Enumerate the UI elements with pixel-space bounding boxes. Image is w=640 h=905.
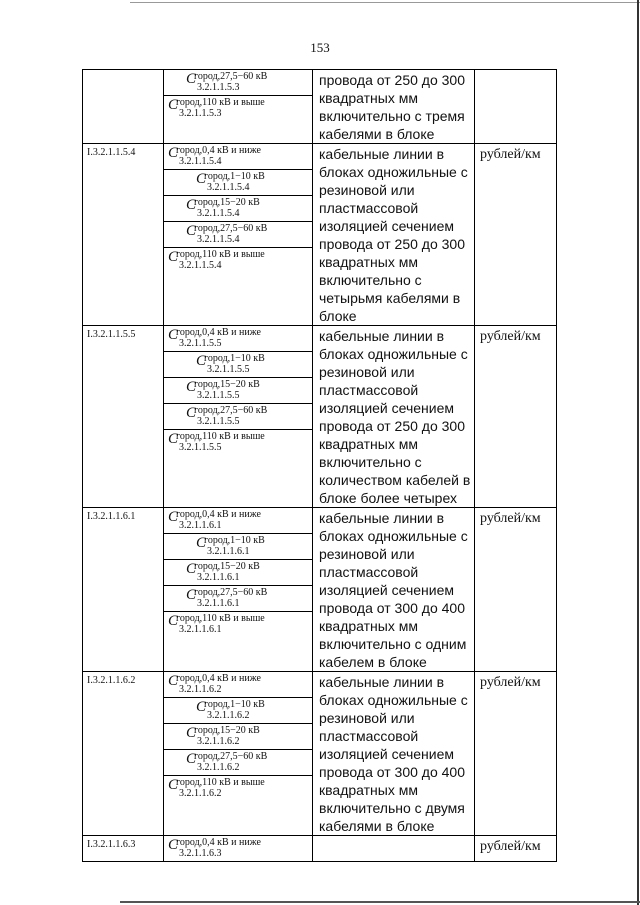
row-code: I.3.2.1.1.5.5: [83, 326, 164, 508]
formula-superscript: город,1−10 кВ: [204, 353, 265, 364]
rate-symbol: C: [168, 327, 179, 343]
formula-entry: [164, 404, 312, 430]
formula-superscript: город,27,5−60 кВ: [194, 71, 268, 82]
rate-formula: [186, 562, 310, 582]
formula-row: [164, 560, 312, 586]
formula-row: [164, 750, 312, 776]
row-unit: рублей/км: [475, 144, 557, 326]
rate-formula: [186, 224, 310, 244]
rate-formula: [186, 72, 310, 92]
scan-bottom-rule: [120, 901, 640, 903]
formula-entry: [164, 248, 312, 274]
row-description: кабельные линии в блоках одножильные с резиновой или пластмассовой изоляцией сечением провода от 250 до 300 квадратных мм включительно с количеством кабелей в блоке более четырех: [313, 326, 475, 508]
rate-formula: [196, 700, 310, 720]
formula-entry: [164, 698, 312, 724]
formula-list: [164, 70, 312, 121]
scan-right-edge: [637, 0, 639, 905]
row-description: [313, 836, 475, 862]
formula-superscript: город,15−20 кВ: [194, 197, 260, 208]
formula-row: [164, 170, 312, 196]
rate-formula: [168, 432, 310, 452]
formula-superscript: город,0,4 кВ и ниже: [176, 673, 261, 684]
rate-symbol: C: [168, 777, 179, 793]
formula-row: [164, 724, 312, 750]
rate-formula: [196, 536, 310, 556]
formula-entry: [164, 170, 312, 196]
rate-symbol: C: [186, 561, 197, 577]
formula-superscript: город,27,5−60 кВ: [194, 223, 268, 234]
formula-superscript: город,0,4 кВ и ниже: [176, 837, 261, 848]
row-description: кабельные линии в блоках одножильные с резиновой или пластмассовой изоляцией сечением провода от 300 до 400 квадратных мм включительно с одним кабелем в блоке: [313, 508, 475, 672]
rate-formula: [168, 98, 310, 118]
row-code: I.3.2.1.1.6.1: [83, 508, 164, 672]
formula-subscript: 3.2.1.1.6.1: [179, 624, 222, 635]
formula-subscript: 3.2.1.1.5.4: [179, 260, 222, 271]
table-row: [83, 70, 557, 144]
formula-subscript: 3.2.1.1.6.3: [179, 848, 222, 859]
rate-formula: [168, 838, 310, 858]
formula-subscript: 3.2.1.1.6.1: [179, 520, 222, 531]
formula-row: [164, 672, 312, 698]
row-code: I.3.2.1.1.6.3: [83, 836, 164, 862]
formula-subscript: 3.2.1.1.6.2: [207, 710, 250, 721]
rate-symbol: C: [168, 97, 179, 113]
formula-subscript: 3.2.1.1.5.4: [207, 182, 250, 193]
rate-symbol: C: [186, 197, 197, 213]
rate-symbol: C: [168, 509, 179, 525]
formula-subscript: 3.2.1.1.6.1: [197, 598, 240, 609]
formula-row: [164, 404, 312, 430]
rate-symbol: C: [196, 535, 207, 551]
formula-list: [164, 326, 312, 455]
rate-symbol: C: [186, 379, 197, 395]
formula-superscript: город,110 кВ и выше: [176, 777, 265, 788]
rate-symbol: C: [186, 71, 197, 87]
formula-entry: [164, 508, 312, 534]
formula-subscript: 3.2.1.1.5.3: [197, 82, 240, 93]
formula-cell: [164, 672, 313, 836]
formula-cell: [164, 836, 313, 862]
rate-symbol: C: [168, 145, 179, 161]
formula-superscript: город,15−20 кВ: [194, 725, 260, 736]
table-row: [83, 326, 557, 508]
page-number: 153: [310, 40, 330, 55]
rate-formula: [196, 354, 310, 374]
formula-row: [164, 378, 312, 404]
row-unit: [475, 70, 557, 144]
rate-symbol: C: [196, 171, 207, 187]
formula-subscript: 3.2.1.1.6.2: [197, 762, 240, 773]
formula-list: [164, 144, 312, 273]
rate-formula: [186, 726, 310, 746]
formula-subscript: 3.2.1.1.6.2: [179, 684, 222, 695]
formula-list: [164, 508, 312, 637]
rate-symbol: C: [168, 837, 179, 853]
formula-entry: [164, 144, 312, 170]
rate-formula: [186, 752, 310, 772]
rate-symbol: C: [168, 673, 179, 689]
formula-subscript: 3.2.1.1.6.2: [197, 736, 240, 747]
row-unit: рублей/км: [475, 508, 557, 672]
formula-superscript: город,1−10 кВ: [204, 699, 265, 710]
formula-entry: [164, 430, 312, 456]
rate-symbol: C: [168, 613, 179, 629]
formula-superscript: город,0,4 кВ и ниже: [176, 327, 261, 338]
formula-superscript: город,1−10 кВ: [204, 535, 265, 546]
formula-subscript: 3.2.1.1.5.4: [197, 234, 240, 245]
rate-formula: [168, 146, 310, 166]
formula-superscript: город,27,5−60 кВ: [194, 405, 268, 416]
rate-formula: [186, 406, 310, 426]
row-description: кабельные линии в блоках одножильные с резиновой или пластмассовой изоляцией сечением провода от 250 до 300 квадратных мм включительно с четырьмя кабелями в блоке: [313, 144, 475, 326]
formula-entry: [164, 612, 312, 638]
rate-symbol: C: [196, 353, 207, 369]
formula-subscript: 3.2.1.1.5.5: [179, 338, 222, 349]
formula-subscript: 3.2.1.1.5.5: [197, 416, 240, 427]
formula-entry: [164, 672, 312, 698]
rate-formula: [168, 250, 310, 270]
formula-entry: [164, 96, 312, 122]
rate-formula: [168, 674, 310, 694]
formula-superscript: город,110 кВ и выше: [176, 249, 265, 260]
rate-formula: [168, 614, 310, 634]
table-row: [83, 836, 557, 862]
formula-entry: [164, 836, 312, 861]
formula-cell: [164, 508, 313, 672]
formula-row: [164, 196, 312, 222]
rate-symbol: C: [196, 699, 207, 715]
formula-superscript: город,110 кВ и выше: [176, 613, 265, 624]
row-unit: рублей/км: [475, 672, 557, 836]
formula-cell: [164, 326, 313, 508]
rate-formula: [186, 380, 310, 400]
formula-row: [164, 776, 312, 802]
rate-symbol: C: [186, 751, 197, 767]
formula-subscript: 3.2.1.1.5.3: [179, 108, 222, 119]
formula-row: [164, 352, 312, 378]
formula-row: [164, 698, 312, 724]
formula-subscript: 3.2.1.1.5.5: [207, 364, 250, 375]
formula-superscript: город,27,5−60 кВ: [194, 587, 268, 598]
row-description: кабельные линии в блоках одножильные с резиновой или пластмассовой изоляцией сечением провода от 300 до 400 квадратных мм включительно с двумя кабелями в блоке: [313, 672, 475, 836]
formula-superscript: город,0,4 кВ и ниже: [176, 145, 261, 156]
formula-subscript: 3.2.1.1.6.1: [197, 572, 240, 583]
formula-subscript: 3.2.1.1.5.4: [179, 156, 222, 167]
formula-superscript: город,110 кВ и выше: [176, 97, 265, 108]
formula-superscript: город,0,4 кВ и ниже: [176, 509, 261, 520]
rate-formula: [186, 588, 310, 608]
formula-list: [164, 672, 312, 801]
rate-symbol: C: [168, 249, 179, 265]
formula-row: [164, 508, 312, 534]
row-code: I.3.2.1.1.5.4: [83, 144, 164, 326]
formula-row: [164, 70, 312, 96]
formula-row: [164, 222, 312, 248]
formula-subscript: 3.2.1.1.5.4: [197, 208, 240, 219]
rate-formula: [186, 198, 310, 218]
rate-symbol: C: [186, 405, 197, 421]
tariff-table-body: [83, 70, 557, 862]
formula-superscript: город,110 кВ и выше: [176, 431, 265, 442]
formula-row: [164, 586, 312, 612]
formula-cell: [164, 70, 313, 144]
formula-superscript: город,1−10 кВ: [204, 171, 265, 182]
table-row: [83, 672, 557, 836]
formula-entry: [164, 196, 312, 222]
rate-symbol: C: [168, 431, 179, 447]
formula-entry: [164, 560, 312, 586]
row-unit: рублей/км: [475, 326, 557, 508]
formula-entry: [164, 776, 312, 802]
tariff-table: [82, 69, 557, 862]
formula-subscript: 3.2.1.1.5.5: [197, 390, 240, 401]
formula-entry: [164, 750, 312, 776]
formula-entry: [164, 352, 312, 378]
formula-row: [164, 534, 312, 560]
row-code: [83, 70, 164, 144]
table-row: [83, 144, 557, 326]
rate-symbol: C: [186, 587, 197, 603]
formula-entry: [164, 222, 312, 248]
formula-row: [164, 836, 312, 861]
formula-row: [164, 96, 312, 122]
formula-row: [164, 612, 312, 638]
formula-entry: [164, 534, 312, 560]
rate-formula: [168, 510, 310, 530]
scan-top-rule: [130, 2, 640, 3]
row-code: I.3.2.1.1.6.2: [83, 672, 164, 836]
rate-symbol: C: [186, 223, 197, 239]
rate-formula: [168, 778, 310, 798]
rate-symbol: C: [186, 725, 197, 741]
formula-cell: [164, 144, 313, 326]
formula-row: [164, 248, 312, 274]
formula-row: [164, 144, 312, 170]
formula-superscript: город,15−20 кВ: [194, 561, 260, 572]
row-description: провода от 250 до 300 квадратных мм включительно с тремя кабелями в блоке: [313, 70, 475, 144]
formula-superscript: город,27,5−60 кВ: [194, 751, 268, 762]
formula-entry: [164, 70, 312, 96]
formula-entry: [164, 378, 312, 404]
rate-formula: [168, 328, 310, 348]
formula-subscript: 3.2.1.1.6.1: [207, 546, 250, 557]
formula-entry: [164, 326, 312, 352]
formula-row: [164, 430, 312, 456]
formula-entry: [164, 724, 312, 750]
table-row: [83, 508, 557, 672]
formula-list: [164, 836, 312, 861]
row-unit: рублей/км: [475, 836, 557, 862]
formula-superscript: город,15−20 кВ: [194, 379, 260, 390]
formula-entry: [164, 586, 312, 612]
formula-subscript: 3.2.1.1.5.5: [179, 442, 222, 453]
formula-subscript: 3.2.1.1.6.2: [179, 788, 222, 799]
formula-row: [164, 326, 312, 352]
rate-formula: [196, 172, 310, 192]
